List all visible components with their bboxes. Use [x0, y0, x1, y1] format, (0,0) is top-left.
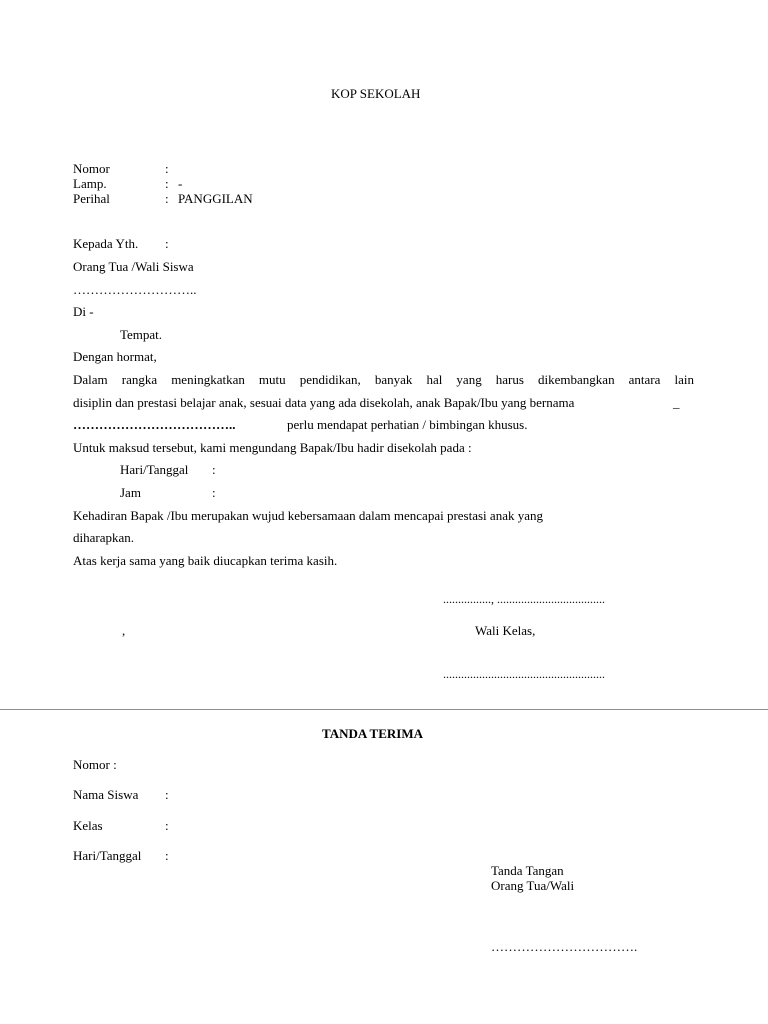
perihal-label: Perihal [73, 191, 110, 206]
paragraph-3-line-1: Kehadiran Bapak /Ibu merupakan wujud kebersamaan dalam mencapai prestasi anak yang [73, 508, 543, 523]
receipt-kelas-separator: : [165, 818, 169, 833]
hari-tanggal-label: Hari/Tanggal [120, 462, 189, 477]
salutation: Dengan hormat, [73, 349, 157, 364]
paragraph-1-line-3: perlu mendapat perhatian / bimbingan khusus. [287, 417, 528, 432]
kepada-label: Kepada Yth. [73, 236, 139, 251]
signature-left-comma: , [122, 623, 126, 638]
receipt-nomor: Nomor : [73, 757, 117, 772]
recipient-tempat: Tempat. [120, 327, 163, 342]
section-divider [0, 709, 768, 710]
hari-tanggal-separator: : [212, 462, 216, 477]
receipt-kelas-label: Kelas [73, 818, 103, 833]
perihal-separator: : [165, 191, 169, 206]
nomor-separator: : [165, 161, 169, 176]
receipt-nama-separator: : [165, 787, 169, 802]
nomor-label: Nomor [73, 161, 110, 176]
paragraph-1-line-2-tail: _ [673, 395, 680, 410]
receipt-nama-label: Nama Siswa [73, 787, 139, 802]
closing-line: Atas kerja sama yang baik diucapkan terima kasih. [73, 553, 338, 568]
lamp-separator: : [165, 176, 169, 191]
recipient-name-dots: ……………………….. [73, 282, 197, 297]
lamp-value: - [178, 176, 183, 191]
receipt-signature-label-2: Orang Tua/Wali [491, 878, 575, 893]
place-date-dots: ................, .................................... [443, 592, 605, 606]
jam-separator: : [212, 485, 216, 500]
receipt-hari-separator: : [165, 848, 169, 863]
lamp-label: Lamp. [73, 176, 107, 191]
paragraph-3-line-2: diharapkan. [73, 530, 135, 545]
kepada-separator: : [165, 236, 169, 251]
receipt-signature-label-1: Tanda Tangan [491, 863, 564, 878]
wali-kelas-label: Wali Kelas, [475, 623, 536, 638]
school-letterhead: KOP SEKOLAH [331, 86, 421, 101]
jam-label: Jam [120, 485, 141, 500]
recipient-parent: Orang Tua /Wali Siswa [73, 259, 194, 274]
receipt-hari-label: Hari/Tanggal [73, 848, 142, 863]
paragraph-1-line-2: disiplin dan prestasi belajar anak, sesuai data yang ada disekolah, anak Bapak/Ibu yang bernama [73, 395, 575, 410]
paragraph-1-line-1: Dalam rangka meningkatkan mutu pendidikan, banyak hal yang harus dikembangkan antara lain [73, 372, 694, 387]
receipt-title: TANDA TERIMA [322, 726, 424, 741]
paragraph-2: Untuk maksud tersebut, kami mengundang Bapak/Ibu hadir disekolah pada : [73, 440, 472, 455]
recipient-di: Di - [73, 304, 94, 319]
perihal-value: PANGGILAN [178, 191, 253, 206]
student-name-dots: ……………………………….. [73, 417, 236, 432]
wali-kelas-name-dots: ...................................................... [443, 667, 605, 681]
receipt-signature-dots: ……………………………. [491, 939, 638, 954]
